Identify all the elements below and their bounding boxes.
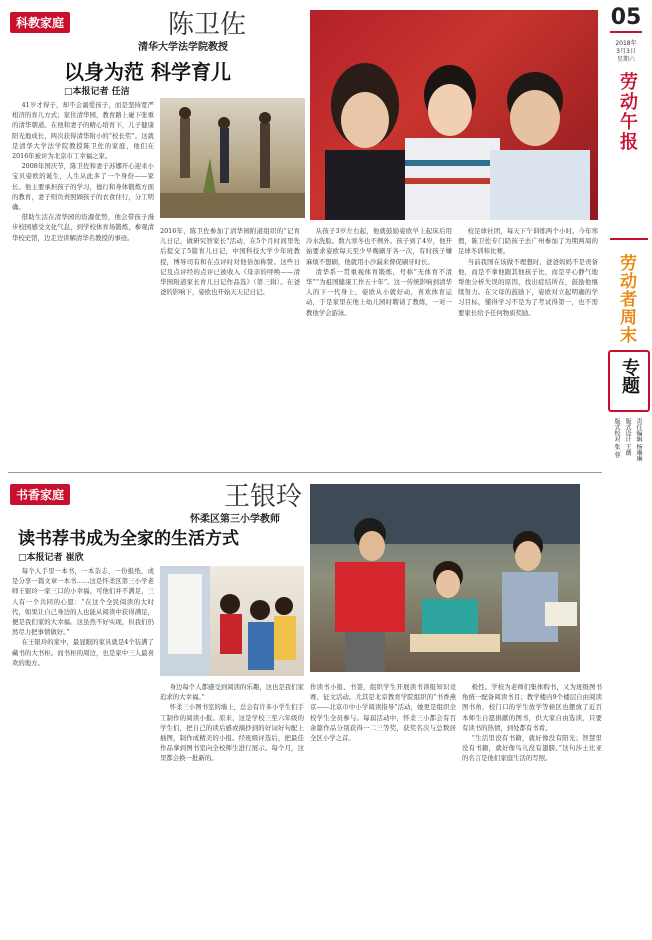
date-weekday: 星期六 <box>616 56 635 63</box>
article1-column-5: 校足球社团，每天下午训练两个小时。今年寒假，陈卫佐专门陪孩子去广州参加了为期两周的足球冬训和比赛。 当前我国在该做不理想时，爸爸妈妈不是责备他，而是不拿他跟其他孩子比，而是平心静气地帮他分析失误的原因，找出症结所在，鼓励他继续努力。在父母的鼓励下，姿欧对立起明确的学习目标，懂得学习不是为了考试得第一，也不需要家长给予任何物质奖励。 <box>458 227 598 317</box>
date-day: 3月3日 <box>616 48 636 55</box>
issue-date <box>606 40 646 64</box>
paper-name-logo: 劳动午报 <box>617 72 638 152</box>
person-name-chen: 陈卫佐 <box>168 10 247 40</box>
section-tag-science-family: 科教家庭 <box>10 12 70 33</box>
headline-article2: 读书荐书成为全家的生活方式 <box>18 529 239 549</box>
article2-column-4: 极性。学校为老师们集体购书，又为班级图书角统一配备阅读书目；教学楼内9个楼层自由阅读图书角，校门口的学生放学等候区也摆放了近百本师生自愿捐献的图书，供大家自由选读，只要有读书的热情，到处都有书看。 “生活里没有书籍，就好像没有阳光；智慧里没有书籍，就好像鸟儿没有翅膀。”这句莎士比亚的名言是他们家庭生活的写照。 <box>462 683 602 763</box>
person-role-chen: 清华大学法学院教授 <box>138 42 228 53</box>
headline-article1: 以身为范 科学育儿 <box>64 60 231 84</box>
article2-column-3: 作读书小报、书签，组织学生开展读书读报知识竞赛、征文活动。尤其是北京教育学院组织的“书香燕京——北京市中小学阅读指导”活动，她更是组织全校学生全员参与。每届活动中，怀柔三小都会有百余篇作品分别获得一二三等奖，获奖名次与总数居全区小学之首。 <box>310 683 456 743</box>
section-subtitle: 专题 <box>619 358 640 394</box>
article1-column-3: 2016年，陈卫佐参加了清华园附道组织的“记育儿日记，做研究智家长”活动，在5个月时间里先后提交了5篇育儿日记，中国科技大学少年班教授，博导司有和在点评时对他倍加称赞。这些日记及点评经的点评已被收入《母亲的呼唤——清华园附道家长育儿日记作品选》（第三辑）。在爸爸的影响下，姿欧也开始天天记日记。 <box>160 227 300 297</box>
reporter-article1: □本报记者 任洁 <box>64 87 130 97</box>
person-name-wang: 王银玲 <box>224 482 303 512</box>
article2-column-1: 每个人手里一本书，一本杂志、一份报纸，或是分享一篇文章一本书……这是怀柔区第三小学老师王银玲一家三口的小幸福。可他们并不满足，三人有一个共同的心愿：“在这个全民阅读的大时代，如果让自己身边的人也能从阅读中获得满足，便是我们家的大幸福。这虽然不好实现，但我们仍然尽力把事情做好。” 在王银玲的家中，最显眼的家具就是4个装满了藏书的大书柜。而书柜的周边，也是家中三人最喜欢的地方。 <box>12 567 154 667</box>
article2-column-2: 身边每个人都感受到阅读的乐趣，这也是我们家追求的大幸福。” 怀柔三小图书室的墙上，总会有许多小学生们手工制作的阅读小报。原来，这是学校三至六年级的学生们，把自己的读后感或摘抄到的好词好句配上插图，制作成精美的小报。经班级评选后，把最佳作品拿到图书室向全校师生进行展示。每个月，这里都会换一批新的。 <box>160 683 304 763</box>
page-number: 05 <box>610 5 642 30</box>
photo-tree-planting <box>160 98 305 218</box>
credit-designer: 版式设计 王薇 <box>624 418 631 456</box>
section-rule <box>610 238 648 240</box>
page-number-rule <box>610 31 642 33</box>
article-divider <box>8 472 602 473</box>
article1-column-4: 从孩子3岁左右起，他就鼓励姿欧早上起床后用冷水洗脸。数九寒冬也不例外。孩子到了4岁，他开始要求姿欧每天至少早晚刷牙各一次，有时孩子嫌麻烦不想刷，他就用小沙漏来督促刷牙时长。 清华系一贯重视体育锻炼，号称“无体育不清华”“为祖国健康工作五十年”。这一传统影响到清华人的下一代身上，姿欧从小就好动，喜欢体育运动，于是家里在他上幼儿园时聘请了教练，一对一教他学会游泳。 <box>306 227 452 317</box>
credits-block <box>612 418 643 508</box>
section-tag-reading-family: 书香家庭 <box>10 484 70 505</box>
section-title: 劳动者周末 <box>616 254 636 344</box>
person-role-wang: 怀柔区第三小学教师 <box>190 514 280 525</box>
credit-editor: 责任编辑 杨琳琳 <box>635 418 642 462</box>
article1-column-1: 41岁才得子，却不会溺爱孩子，而是坚持宽严相济的育儿方式；家住清华园，教育路上碰下张重的清华朝道。在他和妻子的精心培育下，儿子健康阳光地成长，两次获得清华附小的“校长奖”。这就是清华大学法学院教授陈卫佐的家庭，他们在2016年被评为北京市工幸福之家。 2008年国庆节，陈卫佐和妻子苏娜开心迎来小宝贝姿欧的诞生，人生从此多了一个身份——家长。他主要承担孩子的学习，德行和身体锻炼方面的教育，妻子则负责照顾孩子的衣食住行，分工明确。 借助生活在清华园的资源优势，他会带孩子漫步校园感受文化气息，到学校体育场锻炼，参观清华校史馆，边走边讲解清华名教授的事迹。 <box>12 101 154 242</box>
section-subtitle-box <box>608 350 650 412</box>
photo-children-reading <box>160 566 304 676</box>
reporter-article2: □本报记者 崔欣 <box>18 553 84 563</box>
photo-chen-family <box>310 10 598 220</box>
date-year: 2018年 <box>615 40 637 47</box>
credit-proofreader: 版式校对 张 蓉 <box>613 418 620 458</box>
photo-wang-family <box>310 484 580 672</box>
